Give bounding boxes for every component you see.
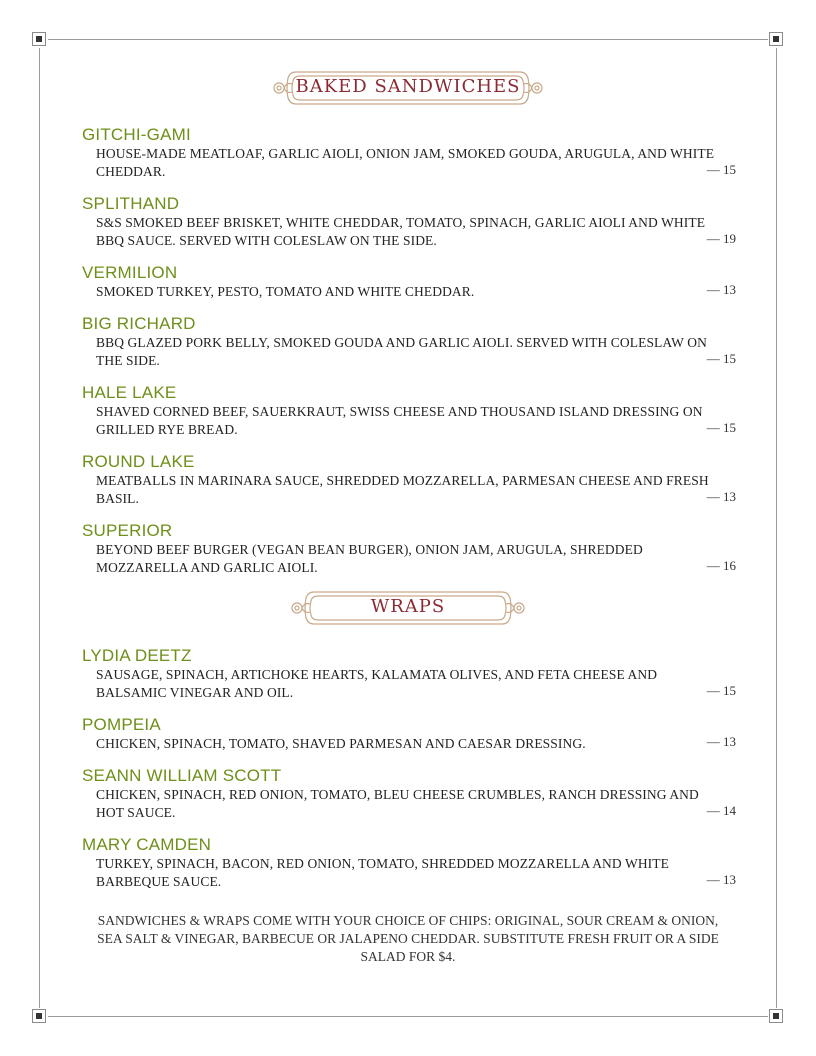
item-price: — 13 — [706, 733, 736, 749]
item-price: — 15 — [706, 161, 736, 177]
item-description: CHICKEN, SPINACH, TOMATO, SHAVED PARMESAN AND CAESAR DRESSING. — [96, 736, 586, 751]
item-price: — 15 — [706, 350, 736, 366]
item-price: — 14 — [706, 802, 736, 818]
item-description: S&S SMOKED BEEF BRISKET, WHITE CHEDDAR, TOMATO, SPINACH, GARLIC AIOLI AND WHITE BBQ SAUCE. SERVED WITH COLESLAW ON THE SIDE. — [96, 215, 706, 248]
item-price: — 15 — [706, 682, 736, 698]
item-description: SHAVED CORNED BEEF, SAUERKRAUT, SWISS CHEESE AND THOUSAND ISLAND DRESSING ON GRILLED RYE BREAD. — [96, 404, 703, 437]
item-name: POMPEIA — [82, 715, 161, 734]
sides-footnote: SANDWICHES & WRAPS COME WITH YOUR CHOICE OF CHIPS: ORIGINAL, SOUR CREAM & ONION, SEA SALT & VINEGAR, BARBECUE OR JALAPENO CHEDDAR. SUBSTITUTE FRESH FRUIT OR A SIDE SALAD FOR $4. — [97, 913, 719, 964]
corner-ornament-bottom-right — [769, 1009, 783, 1023]
item-name: GITCHI-GAMI — [82, 125, 191, 144]
item-price: — 13 — [706, 281, 736, 297]
item-name: SPLITHAND — [82, 194, 180, 213]
frame-left-line — [39, 48, 40, 1008]
section-title: WRAPS — [370, 596, 446, 617]
menu-item — [82, 835, 736, 888]
menu-item — [82, 383, 736, 436]
item-description: SAUSAGE, SPINACH, ARTICHOKE HEARTS, KALAMATA OLIVES, AND FETA CHEESE AND BALSAMIC VINEGAR AND OIL. — [96, 667, 658, 700]
item-description: BBQ GLAZED PORK BELLY, SMOKED GOUDA AND GARLIC AIOLI. SERVED WITH COLESLAW ON THE SIDE. — [96, 335, 707, 368]
section-title: BAKED SANDWICHES — [295, 76, 521, 97]
item-description: MEATBALLS IN MARINARA SAUCE, SHREDDED MOZZARELLA, PARMESAN CHEESE AND FRESH BASIL. — [96, 473, 709, 506]
item-description: SMOKED TURKEY, PESTO, TOMATO AND WHITE CHEDDAR. — [96, 284, 475, 299]
corner-ornament-top-right — [769, 32, 783, 46]
item-name: HALE LAKE — [82, 383, 177, 402]
menu-item — [82, 452, 736, 505]
item-price: — 19 — [706, 230, 736, 246]
menu-item — [82, 646, 736, 699]
section-header-wraps — [0, 586, 816, 630]
frame-right-line — [776, 48, 777, 1008]
item-price: — 13 — [706, 871, 736, 887]
menu-item — [82, 263, 736, 298]
menu-item — [82, 521, 736, 574]
item-description: HOUSE-MADE MEATLOAF, GARLIC AIOLI, ONION JAM, SMOKED GOUDA, ARUGULA, AND WHITE CHEDDAR. — [96, 146, 715, 179]
item-name: ROUND LAKE — [82, 452, 195, 471]
item-description: TURKEY, SPINACH, BACON, RED ONION, TOMATO, SHREDDED MOZZARELLA AND WHITE BARBEQUE SAUCE. — [96, 856, 669, 889]
item-name: SEANN WILLIAM SCOTT — [82, 766, 282, 785]
menu-item — [82, 715, 736, 750]
item-description: BEYOND BEEF BURGER (VEGAN BEAN BURGER), ONION JAM, ARUGULA, SHREDDED MOZZARELLA AND GARLIC AIOLI. — [96, 542, 643, 575]
item-price: — 16 — [706, 557, 736, 573]
item-name: BIG RICHARD — [82, 314, 196, 333]
frame-top-line — [48, 39, 768, 40]
item-price: — 15 — [706, 419, 736, 435]
section-header-baked-sandwiches — [0, 66, 816, 110]
item-price: — 13 — [706, 488, 736, 504]
menu-item — [82, 194, 736, 247]
menu-item — [82, 125, 736, 178]
item-name: LYDIA DEETZ — [82, 646, 192, 665]
corner-ornament-bottom-left — [32, 1009, 46, 1023]
item-description: CHICKEN, SPINACH, RED ONION, TOMATO, BLEU CHEESE CRUMBLES, RANCH DRESSING AND HOT SAUCE. — [96, 787, 699, 820]
menu-list-baked-sandwiches — [82, 125, 736, 574]
menu-item — [82, 766, 736, 819]
item-name: VERMILION — [82, 263, 178, 282]
menu-item — [82, 314, 736, 367]
frame-bottom-line — [48, 1016, 768, 1017]
corner-ornament-top-left — [32, 32, 46, 46]
item-name: MARY CAMDEN — [82, 835, 212, 854]
menu-list-wraps — [82, 646, 736, 888]
item-name: SUPERIOR — [82, 521, 173, 540]
